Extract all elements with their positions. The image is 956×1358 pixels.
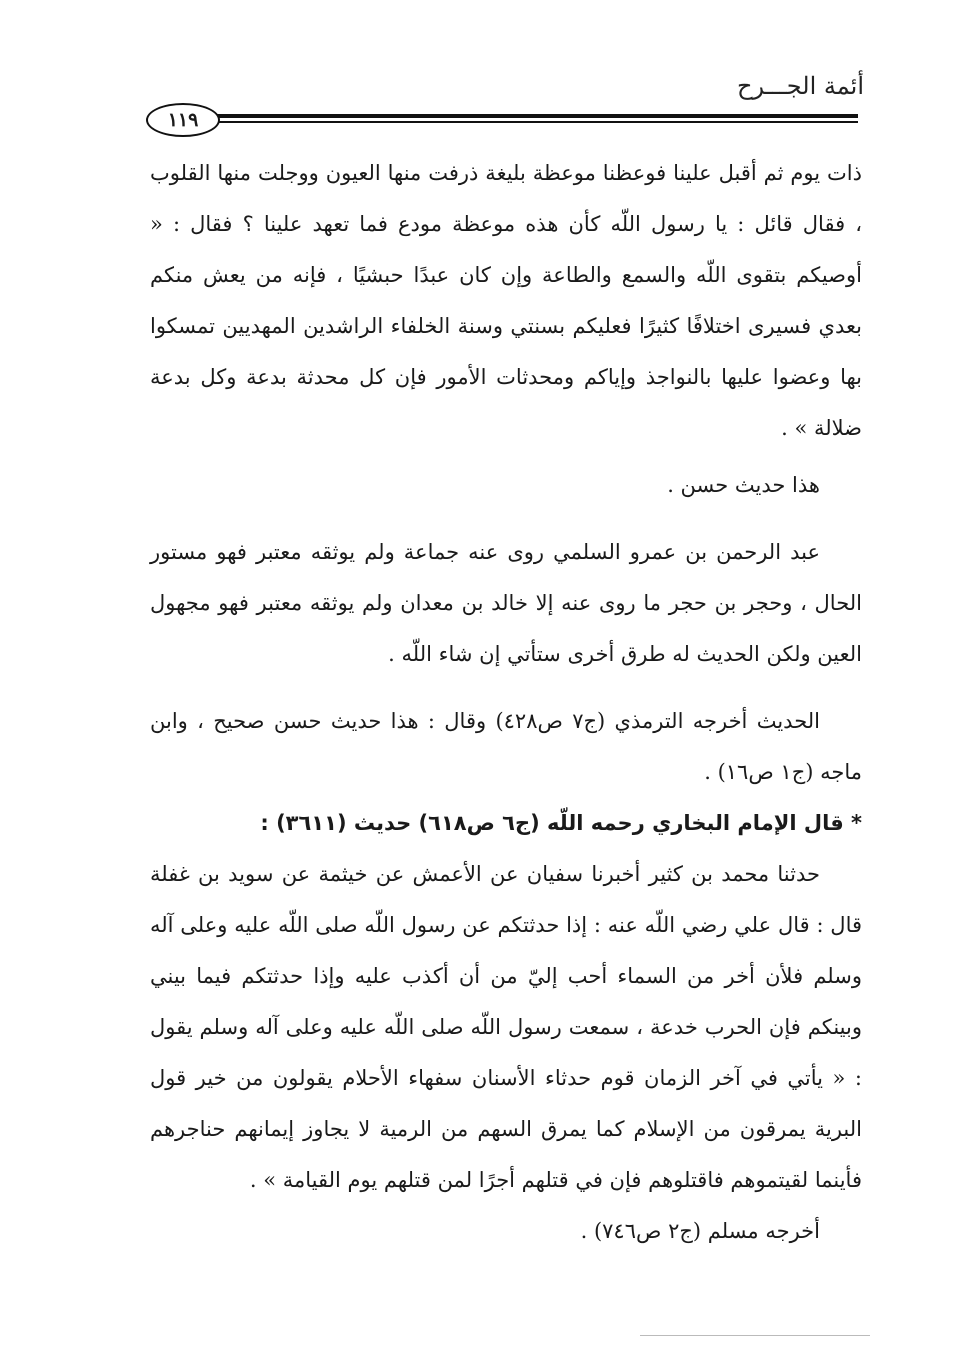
paragraph-muslim-reference: أخرجه مسلم (ج٢ ص٧٤٦) . (580, 1219, 820, 1243)
paragraph-hadith-text: حدثنا محمد بن كثير أخبرنا سفيان عن الأعمش عن خيثمة عن سويد بن غفلة قال : قال علي رضي اللّه عنه : إذا حدثتكم عن رسول اللّه صلى اللّه عليه وعلى آله وسلم فلأن أخر من السماء أحب إليّ من أن أكذب عليه وإذا حدثتكم فيما بيني وبينكم فإن الحرب خدعة ، سمعت رسول اللّه صلى اللّه عليه وعلى آله وسلم يقول : « يأتي في آخر الزمان قوم حدثاء الأسنان سفهاء الأحلام يقولون من خير قول البرية يمرقون من الإسلام كما يمرق السهم من الرمية لا يجاوز إيمانهم حناجرهم فأينما لقيتموهم فاقتلوهم فإن في قتلهم أجرًا لمن قتلهم يوم القيامة » . (150, 862, 862, 1192)
paragraph-hadith-continuation: ذات يوم ثم أقبل علينا فوعظنا موعظة بليغة ذرفت منها العيون ووجلت منها القلوب ، فقال قائل : يا رسول اللّه كأن هذه موعظة مودع فما تعهد علينا ؟ فقال : « أوصيكم بتقوى اللّه والسمع والطاعة وإن كان عبدًا حبشيًا ، فإنه من يعش منكم بعدي فسيرى اختلافًا كثيرًا فعليكم بسنتي وسنة الخلفاء الراشدين المهديين تمسكوا بها وعضوا عليها بالنواجذ وإياكم ومحدثات الأمور فإن كل محدثة بدعة وكل بدعة ضلالة » . (150, 161, 862, 440)
paragraph-narrator-notes: عبد الرحمن بن عمرو السلمي روى عنه جماعة ولم يوثقه معتبر فهو مستور الحال ، وحجر بن حجر ما روى عنه إلا خالد بن معدان ولم يوثقه معتبر فهو مجهول العين ولكن الحديث له طرق أخرى ستأتي إن شاء اللّه . (150, 540, 862, 666)
header-rule-thick (216, 114, 858, 118)
page-body (150, 148, 862, 1257)
paragraph-grading: هذا حديث حسن . (667, 473, 820, 497)
scan-edge-line (640, 1335, 870, 1336)
running-header-title: أئمة الجـــرح (736, 72, 864, 100)
header-rule-thin (216, 121, 858, 123)
page-number-badge: ١١٩ (146, 103, 220, 137)
section-heading-bukhari: * قال الإمام البخاري رحمه اللّه (ج٦ ص٦١٨) حديث (٣٦١١) : (260, 811, 862, 835)
paragraph-takhrij: الحديث أخرجه الترمذي (ج٧ ص٤٢٨) وقال : هذا حديث حسن صحيح ، وابن ماجه (ج١ ص١٦) . (150, 709, 862, 784)
